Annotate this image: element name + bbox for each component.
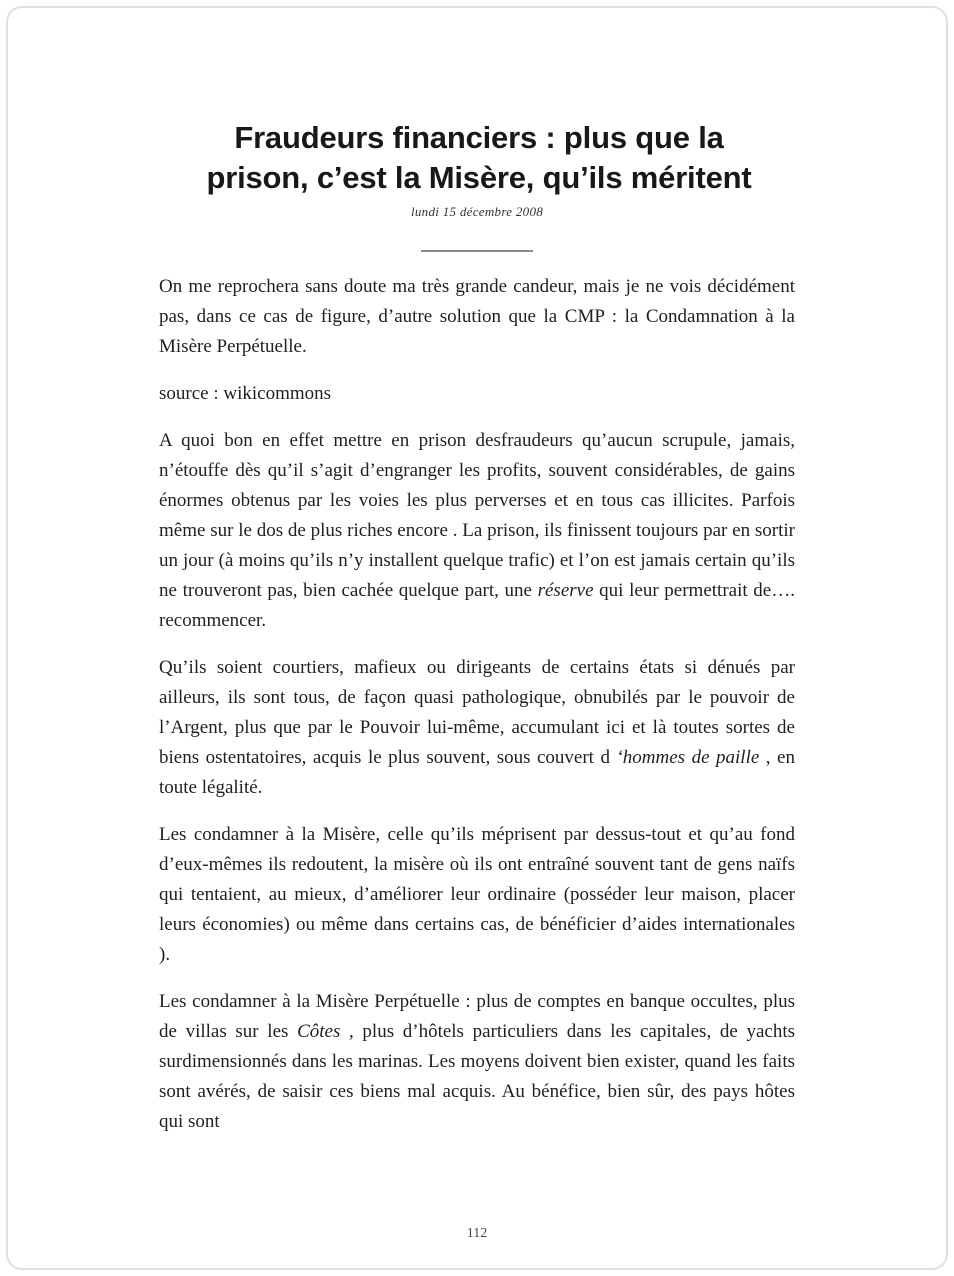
- paragraph: [159, 426, 795, 636]
- italic-text-run: réserve: [537, 580, 594, 602]
- article-title-line-2: prison, c’est la Misère, qu’ils méritent: [206, 159, 752, 195]
- text-run: source : wikicommons: [159, 383, 332, 405]
- text-run: , en toute légalité.: [159, 747, 795, 799]
- paragraph: [159, 379, 795, 409]
- text-run: Les condamner à la Misère, celle qu’ils méprisent par dessus-tout et qu’au fond d’eux-mêmes ils redoutent, la misère où ils ont entraîné souvent tant de gens naïfs qui tentaient, au mieux, d’améliorer leur ordinaire (posséder leur maison, placer leurs économies) ou même dans certains cas, de bénéficier d’aides internationales ).: [159, 824, 795, 966]
- paragraph: [159, 820, 795, 970]
- paragraph: [159, 272, 795, 362]
- article-date: lundi 15 décembre 2008: [410, 204, 544, 220]
- page-number: 112: [466, 1226, 488, 1241]
- italic-text-run: Côtes: [297, 1021, 341, 1043]
- italic-text-run: ‘hommes de paille: [616, 747, 760, 769]
- text-run: Qu’ils soient courtiers, mafieux ou dirigeants de certains états si dénués par ailleurs, ils sont tous, de façon quasi pathologique, obnubilés par le pouvoir de l’Argent, plus que par le Pouvoir lui-même, accumulant ici et là toutes sortes de biens ostentatoires, acquis le plus souvent, sous couvert d: [159, 657, 795, 769]
- text-run: qui leur permettrait de…. recommencer.: [159, 580, 795, 632]
- text-run: On me reprochera sans doute ma très grande candeur, mais je ne vois décidément pas, dans ce cas de figure, d’autre solution que la CMP : la Condamnation à la Misère Perpétuelle.: [159, 276, 795, 358]
- text-run: , plus d’hôtels particuliers dans les capitales, de yachts surdimensionnés dans les marinas. Les moyens doivent bien exister, quand les faits sont avérés, de saisir ces biens mal acquis. Au bénéfice, bien sûr, des pays hôtes qui sont: [159, 1021, 795, 1133]
- paragraph: [159, 987, 795, 1137]
- text-run: A quoi bon en effet mettre en prison desfraudeurs qu’aucun scrupule, jamais, n’étouffe dès qu’il s’agit d’engranger les profits, souvent considérables, de gains énormes obtenus par les voies les plus perverses et en tous cas illicites. Parfois même sur le dos de plus riches encore . La prison, ils finissent toujours par en sortir un jour (à moins qu’ils n’y installent quelque trafic) et l’on est jamais certain qu’ils ne trouveront pas, bien cachée quelque part, une: [159, 430, 795, 602]
- article-title-line-1: Fraudeurs financiers : plus que la: [234, 120, 724, 155]
- separator-line: [421, 250, 533, 252]
- article-title: [159, 118, 799, 197]
- text-run: Les condamner à la Misère Perpétuelle : plus de comptes en banque occultes, plus de villas sur les: [159, 991, 795, 1043]
- paragraph: [159, 653, 795, 803]
- article-body: [159, 272, 795, 1137]
- article-content: [159, 0, 795, 1137]
